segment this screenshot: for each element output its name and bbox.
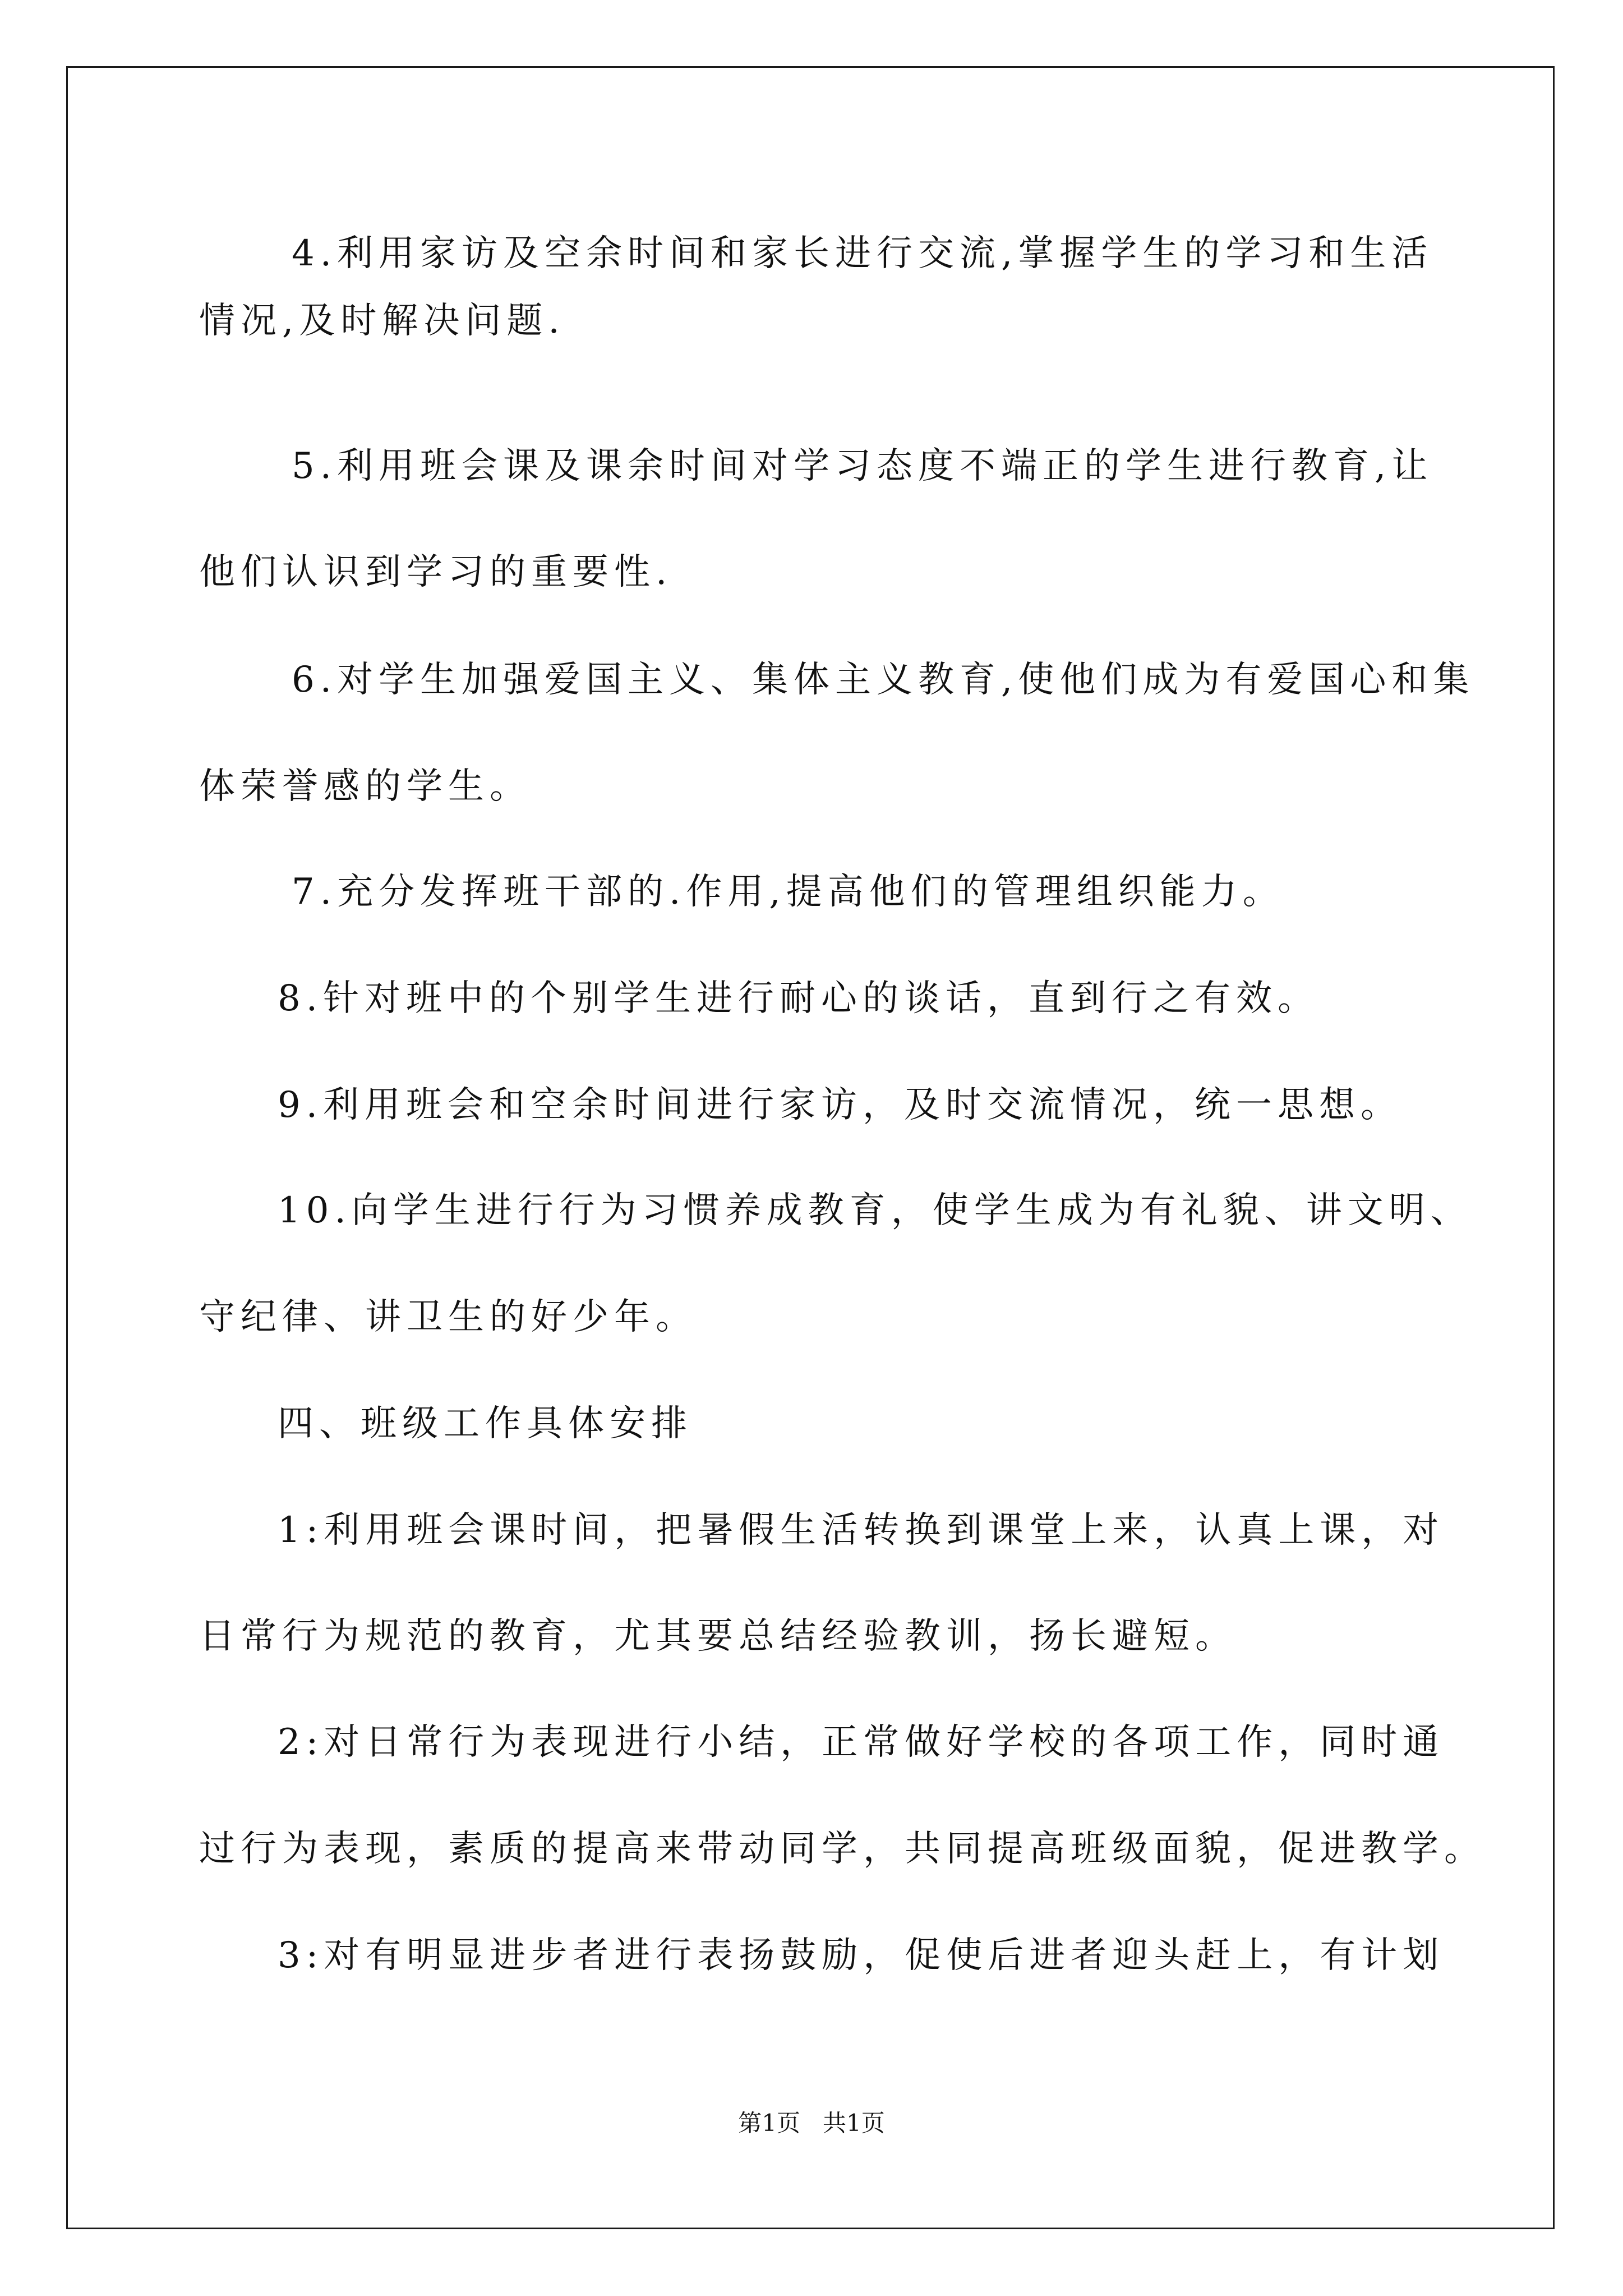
paragraph-line: 2:对日常行为表现进行小结，正常做好学校的各项工作，同时通: [278, 1722, 1445, 1763]
paragraph-line: 过行为表现，素质的提高来带动同学，共同提高班级面貌，促进教学。: [199, 1828, 1486, 1870]
paragraph-line: 情况,及时解决问题.: [199, 300, 565, 342]
paragraph-line: 4.利用家访及空余时间和家长进行交流,掌握学生的学习和生活: [292, 233, 1433, 274]
paragraph-line: 10.向学生进行行为习惯养成教育，使学生成为有礼貌、讲文明、: [278, 1190, 1472, 1231]
paragraph-line: 7.充分发挥班干部的.作用,提高他们的管理组织能力。: [292, 871, 1284, 913]
section-heading: 四、班级工作具体安排: [278, 1403, 693, 1444]
page-number-footer: 第1页 共1页: [738, 2109, 885, 2137]
paragraph-line: 3:对有明显进步者进行表扬鼓励，促使后进者迎头赶上，有计划: [278, 1935, 1445, 1976]
paragraph-line: 1:利用班会课时间，把暑假生活转换到课堂上来，认真上课，对: [278, 1510, 1445, 1551]
paragraph-line: 8.针对班中的个别学生进行耐心的谈话，直到行之有效。: [278, 978, 1320, 1019]
page-border: [66, 66, 1555, 2229]
paragraph-line: 5.利用班会课及课余时间对学习态度不端正的学生进行教育,让: [292, 445, 1433, 487]
paragraph-line: 6.对学生加强爱国主义、集体主义教育,使他们成为有爱国心和集: [292, 659, 1475, 701]
paragraph-line: 守纪律、讲卫生的好少年。: [199, 1296, 697, 1338]
paragraph-line: 他们认识到学习的重要性.: [199, 551, 673, 593]
paragraph-line: 日常行为规范的教育，尤其要总结经验教训，扬长避短。: [199, 1616, 1237, 1657]
paragraph-line: 体荣誉感的学生。: [199, 766, 531, 807]
paragraph-line: 9.利用班会和空余时间进行家访，及时交流情况，统一思想。: [278, 1084, 1403, 1126]
